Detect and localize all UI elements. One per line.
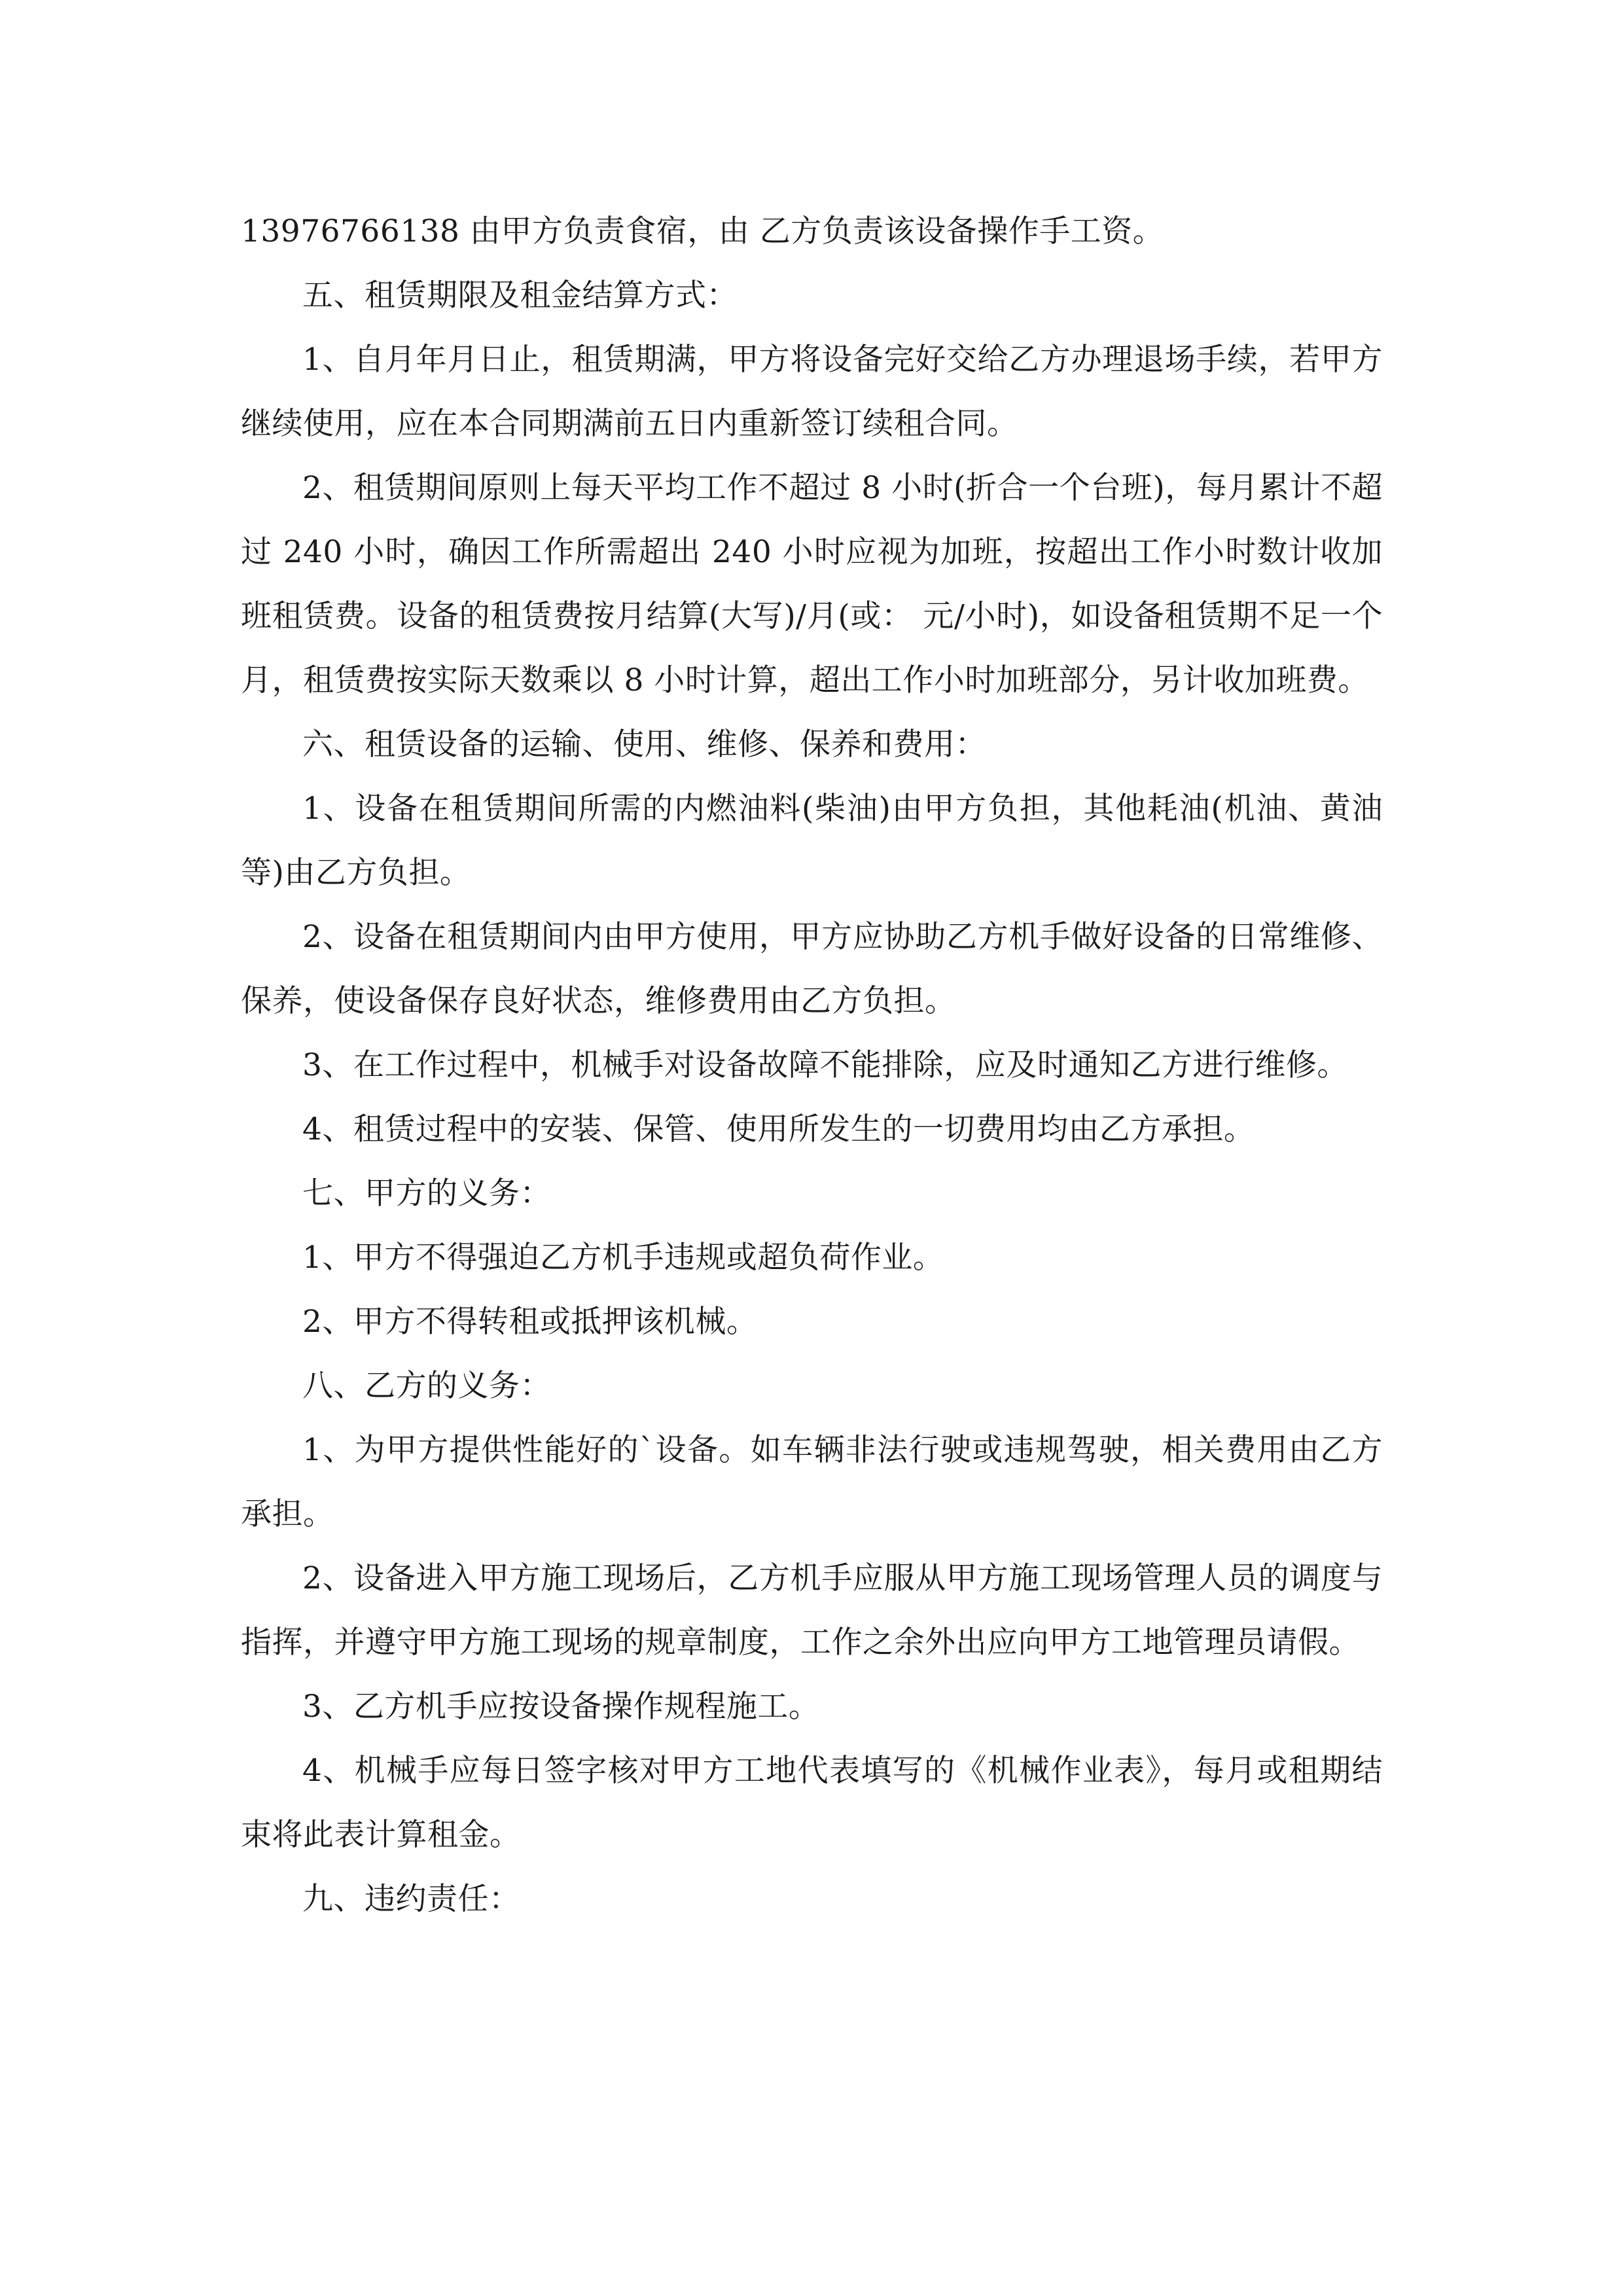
paragraph-7-2: 2、甲方不得转租或抵押该机械。 bbox=[302, 1304, 758, 1340]
paragraph-8-2: 2、设备进入甲方施工现场后，乙方机手应服从甲方施工现场管理人员的调度与指挥，并遵守甲方施工现场的规章制度，工作之余外出应向甲方工地管理员请假。 bbox=[241, 1560, 1383, 1660]
section-heading-7: 七、甲方的义务： bbox=[302, 1175, 551, 1211]
paragraph-continuation: 13976766138 由甲方负责食宿，由 乙方负责该设备操作手工资。 bbox=[241, 213, 1164, 249]
section-heading-8: 八、乙方的义务： bbox=[302, 1368, 551, 1404]
paragraph-7-1: 1、甲方不得强迫乙方机手违规或超负荷作业。 bbox=[302, 1240, 944, 1276]
paragraph-5-1: 1、自月年月日止，租赁期满，甲方将设备完好交给乙方办理退场手续，若甲方继续使用，应在本合同期满前五日内重新签订续租合同。 bbox=[241, 342, 1383, 442]
paragraph-6-4: 4、租赁过程中的安装、保管、使用所发生的一切费用均由乙方承担。 bbox=[302, 1111, 1255, 1147]
section-heading-6: 六、租赁设备的运输、使用、维修、保养和费用： bbox=[302, 726, 986, 762]
paragraph-6-2: 2、设备在租赁期间内由甲方使用，甲方应协助乙方机手做好设备的日常维修、保养，使设备保存良好状态，维修费用由乙方负担。 bbox=[241, 919, 1383, 1019]
section-heading-5: 五、租赁期限及租金结算方式： bbox=[302, 278, 738, 314]
paragraph-6-1: 1、设备在租赁期间所需的内燃油料(柴油)由甲方负担，其他耗油(机油、黄油等)由乙方负担。 bbox=[241, 791, 1383, 891]
document-body bbox=[241, 200, 1383, 1931]
paragraph-8-1: 1、为甲方提供性能好的`设备。如车辆非法行驶或违规驾驶，相关费用由乙方承担。 bbox=[241, 1432, 1383, 1532]
paragraph-8-4: 4、机械手应每日签字核对甲方工地代表填写的《机械作业表》，每月或租期结束将此表计算租金。 bbox=[241, 1753, 1383, 1853]
paragraph-8-3: 3、乙方机手应按设备操作规程施工。 bbox=[302, 1689, 820, 1725]
paragraph-6-3: 3、在工作过程中，机械手对设备故障不能排除，应及时通知乙方进行维修。 bbox=[302, 1047, 1348, 1083]
section-heading-9: 九、违约责任： bbox=[302, 1881, 520, 1917]
paragraph-5-2: 2、租赁期间原则上每天平均工作不超过 8 小时(折合一个台班)，每月累计不超过 240 小时，确因工作所需超出 240 小时应视为加班，按超出工作小时数计收加班租赁费。设备的租赁费按月结算(大写)/月(或： 元/小时)，如设备租赁期不足一个月，租赁费按实际天数乘以 8 小时计算，超出工作小时加班部分，另计收加班费。 bbox=[241, 470, 1383, 698]
